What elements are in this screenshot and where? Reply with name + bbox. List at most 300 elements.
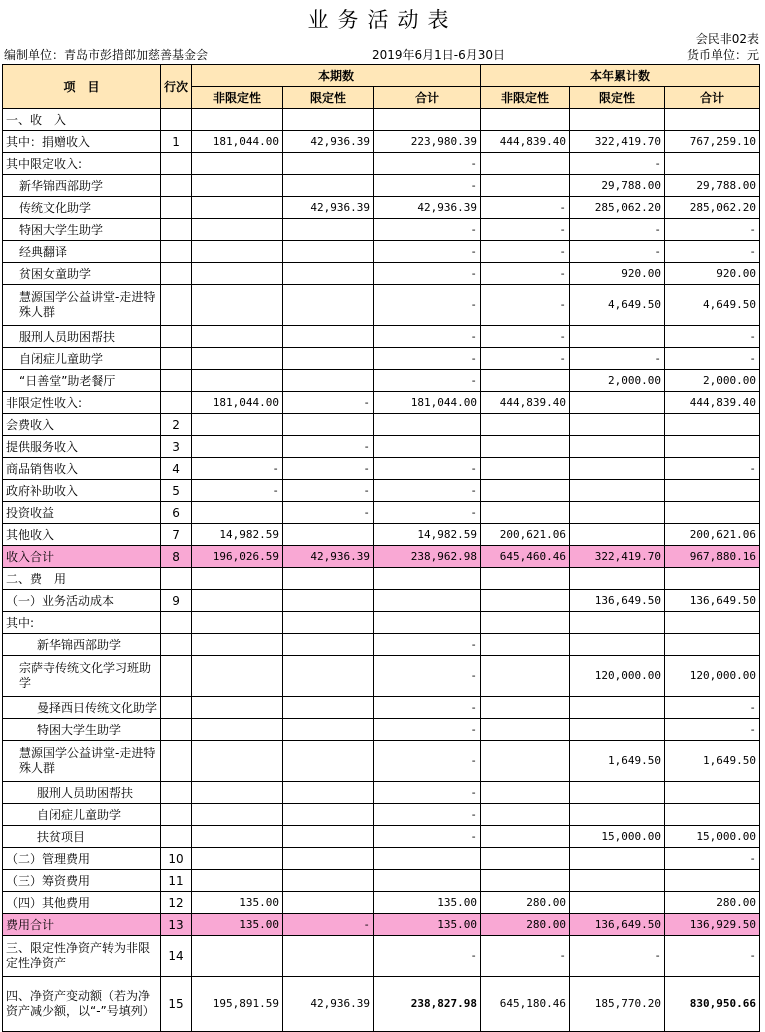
cell-current-unrestricted: 14,982.59 [192,524,283,546]
cell-ytd-unrestricted: - [481,285,570,326]
table-row [3,524,760,546]
cell-ytd-restricted [570,634,665,656]
cell-ytd-unrestricted [481,458,570,480]
cell-ytd-unrestricted: - [481,263,570,285]
row-line-number: 4 [161,458,192,480]
row-line-number [161,782,192,804]
cell-current-total: - [374,326,481,348]
cell-ytd-total [665,109,760,131]
cell-current-unrestricted [192,634,283,656]
cell-ytd-unrestricted [481,719,570,741]
cell-ytd-restricted [570,804,665,826]
header-current-total: 合计 [374,87,481,109]
table-row [3,480,760,502]
cell-ytd-unrestricted: - [481,326,570,348]
cell-current-total: - [374,370,481,392]
cell-current-total [374,612,481,634]
cell-current-restricted [283,285,374,326]
cell-current-restricted [283,175,374,197]
cell-ytd-total: 4,649.50 [665,285,760,326]
cell-ytd-unrestricted: 200,621.06 [481,524,570,546]
cell-ytd-restricted: 136,649.50 [570,914,665,936]
cell-current-restricted [283,741,374,782]
cell-ytd-total: 200,621.06 [665,524,760,546]
cell-current-restricted [283,826,374,848]
table-body [3,109,760,1032]
cell-ytd-restricted [570,502,665,524]
cell-current-total [374,590,481,612]
cell-ytd-restricted [570,458,665,480]
cell-current-unrestricted [192,370,283,392]
cell-ytd-restricted: 2,000.00 [570,370,665,392]
row-label: 二、费 用 [3,568,161,590]
cell-current-total: - [374,480,481,502]
cell-ytd-total [665,502,760,524]
row-line-number [161,370,192,392]
table-row [3,697,760,719]
row-line-number [161,241,192,263]
cell-current-total: - [374,502,481,524]
cell-current-total [374,414,481,436]
cell-ytd-total: - [665,697,760,719]
row-label: 慧源国学公益讲堂-走进特殊人群 [3,741,161,782]
cell-current-total: - [374,782,481,804]
cell-ytd-total: 280.00 [665,892,760,914]
cell-ytd-unrestricted [481,656,570,697]
cell-ytd-total: 285,062.20 [665,197,760,219]
cell-ytd-total [665,782,760,804]
cell-ytd-total: - [665,936,760,977]
cell-current-restricted: 42,936.39 [283,977,374,1032]
table-row [3,370,760,392]
cell-ytd-unrestricted [481,848,570,870]
cell-current-restricted [283,263,374,285]
cell-ytd-restricted [570,848,665,870]
row-label: 会费收入 [3,414,161,436]
cell-current-unrestricted [192,590,283,612]
cell-current-unrestricted [192,848,283,870]
cell-ytd-total: - [665,458,760,480]
cell-current-unrestricted [192,175,283,197]
cell-ytd-restricted: 322,419.70 [570,546,665,568]
cell-ytd-restricted [570,719,665,741]
row-label: 其他收入 [3,524,161,546]
cell-ytd-restricted: - [570,219,665,241]
cell-ytd-restricted [570,870,665,892]
cell-current-restricted [283,153,374,175]
cell-ytd-restricted [570,436,665,458]
cell-ytd-unrestricted: - [481,197,570,219]
row-label: 非限定性收入: [3,392,161,414]
cell-current-restricted: - [283,480,374,502]
cell-ytd-total: 1,649.50 [665,741,760,782]
row-label: 其中: [3,612,161,634]
cell-ytd-unrestricted [481,436,570,458]
cell-current-restricted [283,782,374,804]
cell-current-restricted: - [283,458,374,480]
row-line-number: 5 [161,480,192,502]
row-label: 传统文化助学 [3,197,161,219]
header-current: 本期数 [192,65,481,87]
row-line-number: 10 [161,848,192,870]
table-row [3,870,760,892]
cell-current-total: 135.00 [374,892,481,914]
row-line-number: 6 [161,502,192,524]
cell-ytd-total: 444,839.40 [665,392,760,414]
cell-ytd-restricted: 136,649.50 [570,590,665,612]
table-row [3,936,760,977]
cell-ytd-unrestricted: 444,839.40 [481,392,570,414]
row-label: 宗萨寺传统文化学习班助学 [3,656,161,697]
row-label: “日善堂”助老餐厅 [3,370,161,392]
cell-current-restricted: 42,936.39 [283,546,374,568]
cell-current-restricted [283,612,374,634]
cell-ytd-unrestricted [481,153,570,175]
cell-ytd-total: - [665,241,760,263]
cell-ytd-restricted [570,612,665,634]
table-row [3,612,760,634]
cell-current-total [374,436,481,458]
table-row [3,263,760,285]
table-row [3,458,760,480]
cell-current-unrestricted [192,197,283,219]
cell-current-unrestricted [192,719,283,741]
cell-ytd-restricted [570,392,665,414]
row-label: （三）筹资费用 [3,870,161,892]
row-label: （四）其他费用 [3,892,161,914]
cell-current-total: - [374,936,481,977]
cell-ytd-unrestricted [481,370,570,392]
cell-current-total: - [374,656,481,697]
cell-current-restricted [283,936,374,977]
table-row [3,546,760,568]
cell-ytd-restricted [570,892,665,914]
cell-current-total [374,568,481,590]
cell-ytd-unrestricted: 645,180.46 [481,977,570,1032]
cell-current-total: - [374,826,481,848]
row-label: 特困大学生助学 [3,219,161,241]
cell-ytd-restricted [570,697,665,719]
table-row [3,153,760,175]
cell-ytd-unrestricted [481,870,570,892]
cell-ytd-unrestricted [481,175,570,197]
cell-ytd-total: - [665,719,760,741]
cell-current-total: 14,982.59 [374,524,481,546]
row-label: 收入合计 [3,546,161,568]
cell-ytd-unrestricted: 280.00 [481,914,570,936]
cell-current-total: - [374,285,481,326]
cell-ytd-restricted: - [570,153,665,175]
cell-current-restricted: - [283,392,374,414]
cell-ytd-unrestricted: - [481,241,570,263]
table-row [3,197,760,219]
cell-current-total: - [374,219,481,241]
table-row [3,131,760,153]
cell-current-unrestricted [192,697,283,719]
row-line-number [161,109,192,131]
table-row [3,348,760,370]
cell-ytd-restricted: 185,770.20 [570,977,665,1032]
row-label: 政府补助收入 [3,480,161,502]
cell-current-restricted: 42,936.39 [283,197,374,219]
cell-ytd-unrestricted [481,414,570,436]
row-line-number: 2 [161,414,192,436]
cell-ytd-total: - [665,326,760,348]
cell-current-total: - [374,458,481,480]
row-label: 扶贫项目 [3,826,161,848]
row-label: 其中限定收入: [3,153,161,175]
row-line-number [161,326,192,348]
cell-current-total: 223,980.39 [374,131,481,153]
cell-ytd-total [665,568,760,590]
row-line-number [161,719,192,741]
row-label: 商品销售收入 [3,458,161,480]
table-row [3,436,760,458]
cell-ytd-unrestricted: - [481,348,570,370]
cell-current-total: - [374,241,481,263]
cell-current-total [374,109,481,131]
header-ytd-total: 合计 [665,87,760,109]
cell-ytd-restricted: 120,000.00 [570,656,665,697]
cell-current-unrestricted [192,436,283,458]
header-ytd-restricted: 限定性 [570,87,665,109]
row-label: 四、净资产变动额（若为净资产减少额，以“-”号填列） [3,977,161,1032]
cell-ytd-total [665,634,760,656]
row-line-number: 13 [161,914,192,936]
row-line-number [161,656,192,697]
table-row [3,977,760,1032]
cell-ytd-total [665,804,760,826]
cell-ytd-total: 120,000.00 [665,656,760,697]
cell-current-unrestricted: 195,891.59 [192,977,283,1032]
cell-ytd-total [665,436,760,458]
cell-current-unrestricted [192,656,283,697]
cell-current-restricted [283,348,374,370]
cell-ytd-total: 767,259.10 [665,131,760,153]
cell-current-unrestricted [192,414,283,436]
cell-ytd-restricted: 285,062.20 [570,197,665,219]
row-line-number: 12 [161,892,192,914]
row-label: 经典翻译 [3,241,161,263]
cell-current-restricted [283,109,374,131]
cell-current-restricted [283,219,374,241]
cell-current-restricted [283,848,374,870]
cell-current-restricted [283,414,374,436]
cell-ytd-restricted: 29,788.00 [570,175,665,197]
cell-ytd-unrestricted [481,634,570,656]
cell-current-unrestricted [192,348,283,370]
row-label: （一）业务活动成本 [3,590,161,612]
cell-ytd-restricted: - [570,241,665,263]
cell-current-unrestricted [192,241,283,263]
header-current-restricted: 限定性 [283,87,374,109]
cell-ytd-total: 29,788.00 [665,175,760,197]
cell-current-total [374,870,481,892]
row-line-number [161,392,192,414]
table-row [3,741,760,782]
cell-ytd-restricted [570,480,665,502]
activity-table [2,64,760,1032]
table-row [3,634,760,656]
header-line: 行次 [161,65,192,109]
cell-current-unrestricted: 135.00 [192,892,283,914]
cell-ytd-total: - [665,348,760,370]
cell-ytd-unrestricted [481,741,570,782]
row-line-number: 7 [161,524,192,546]
cell-current-total: - [374,697,481,719]
header-item: 项 目 [3,65,161,109]
table-row [3,392,760,414]
row-line-number: 11 [161,870,192,892]
row-label: 服刑人员助困帮扶 [3,326,161,348]
row-label: 特困大学生助学 [3,719,161,741]
cell-ytd-total [665,480,760,502]
cell-current-restricted: 42,936.39 [283,131,374,153]
cell-current-total: 238,962.98 [374,546,481,568]
row-line-number [161,263,192,285]
cell-ytd-restricted [570,782,665,804]
cell-ytd-total: - [665,848,760,870]
cell-current-restricted [283,892,374,914]
row-line-number [161,826,192,848]
cell-ytd-unrestricted [481,502,570,524]
cell-ytd-restricted: - [570,348,665,370]
form-number: 会民非02表 [695,32,759,46]
row-label: 曼择西日传统文化助学 [3,697,161,719]
row-line-number [161,153,192,175]
cell-ytd-total [665,870,760,892]
table-row [3,326,760,348]
cell-ytd-unrestricted [481,697,570,719]
cell-current-total: - [374,741,481,782]
cell-ytd-restricted [570,326,665,348]
cell-current-restricted [283,590,374,612]
table-row [3,826,760,848]
table-row [3,782,760,804]
cell-current-restricted [283,870,374,892]
cell-ytd-total [665,153,760,175]
cell-ytd-unrestricted [481,804,570,826]
table-row [3,414,760,436]
cell-current-unrestricted [192,826,283,848]
cell-current-total [374,848,481,870]
row-label: 投资收益 [3,502,161,524]
cell-current-restricted [283,524,374,546]
row-label: 提供服务收入 [3,436,161,458]
cell-ytd-restricted: 322,419.70 [570,131,665,153]
row-line-number [161,634,192,656]
row-line-number [161,612,192,634]
cell-ytd-unrestricted [481,109,570,131]
table-row [3,804,760,826]
row-line-number: 1 [161,131,192,153]
header-ytd-unrestricted: 非限定性 [481,87,570,109]
cell-ytd-total: 136,929.50 [665,914,760,936]
cell-current-total: - [374,348,481,370]
row-label: 一、收 入 [3,109,161,131]
header-ytd: 本年累计数 [481,65,760,87]
cell-current-unrestricted [192,804,283,826]
cell-current-restricted [283,719,374,741]
cell-current-unrestricted [192,568,283,590]
cell-current-total: 181,044.00 [374,392,481,414]
cell-ytd-restricted [570,109,665,131]
row-label: 新华锦西部助学 [3,175,161,197]
cell-current-total: - [374,804,481,826]
table-row [3,502,760,524]
row-label: 费用合计 [3,914,161,936]
row-line-number [161,285,192,326]
cell-current-unrestricted: 196,026.59 [192,546,283,568]
cell-ytd-restricted [570,524,665,546]
table-row [3,892,760,914]
cell-ytd-unrestricted [481,590,570,612]
row-line-number: 14 [161,936,192,977]
cell-current-restricted [283,326,374,348]
row-line-number [161,568,192,590]
cell-current-unrestricted [192,326,283,348]
cell-ytd-restricted: 4,649.50 [570,285,665,326]
row-label: 自闭症儿童助学 [3,348,161,370]
cell-current-unrestricted [192,263,283,285]
cell-current-total: - [374,175,481,197]
cell-ytd-restricted: 15,000.00 [570,826,665,848]
row-line-number [161,741,192,782]
row-label: 自闭症儿童助学 [3,804,161,826]
cell-current-unrestricted [192,219,283,241]
cell-ytd-total [665,414,760,436]
table-row [3,590,760,612]
cell-current-unrestricted [192,741,283,782]
cell-current-restricted [283,634,374,656]
table-row [3,914,760,936]
cell-current-restricted: - [283,502,374,524]
cell-current-unrestricted: - [192,458,283,480]
cell-ytd-total: 15,000.00 [665,826,760,848]
row-label: 慧源国学公益讲堂-走进特殊人群 [3,285,161,326]
row-line-number [161,197,192,219]
table-row [3,175,760,197]
cell-ytd-restricted [570,414,665,436]
row-line-number: 8 [161,546,192,568]
row-line-number [161,804,192,826]
cell-ytd-unrestricted: 645,460.46 [481,546,570,568]
cell-ytd-total: 920.00 [665,263,760,285]
cell-current-restricted [283,656,374,697]
cell-ytd-total [665,612,760,634]
cell-current-unrestricted: 135.00 [192,914,283,936]
reporting-period: 2019年6月1日-6月30日 [372,48,506,62]
table-row [3,285,760,326]
cell-current-restricted [283,370,374,392]
row-label: 贫困女童助学 [3,263,161,285]
cell-current-total: 238,827.98 [374,977,481,1032]
cell-ytd-restricted: - [570,936,665,977]
row-label: 新华锦西部助学 [3,634,161,656]
table-row [3,109,760,131]
header-current-unrestricted: 非限定性 [192,87,283,109]
cell-current-unrestricted [192,153,283,175]
cell-current-unrestricted: - [192,480,283,502]
cell-current-unrestricted [192,109,283,131]
cell-current-unrestricted [192,502,283,524]
cell-ytd-unrestricted: - [481,219,570,241]
reporting-unit: 编制单位：青岛市彭措郎加慈善基金会 [4,48,209,62]
cell-ytd-restricted [570,568,665,590]
row-line-number: 15 [161,977,192,1032]
cell-current-total: 42,936.39 [374,197,481,219]
cell-current-unrestricted [192,612,283,634]
